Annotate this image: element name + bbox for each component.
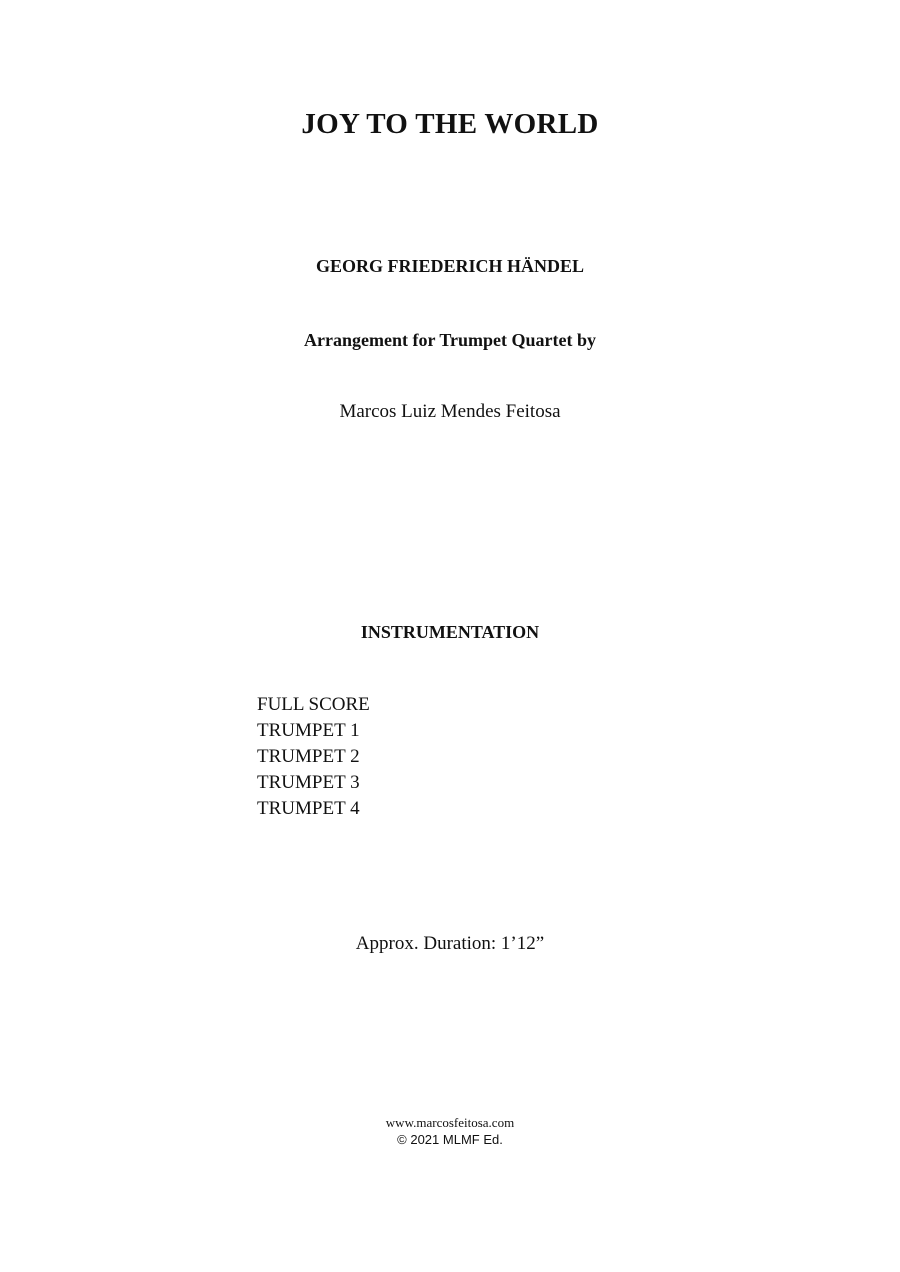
composer-name: GEORG FRIEDERICH HÄNDEL <box>315 256 585 276</box>
instrumentation-item: TRUMPET 2 <box>257 746 360 767</box>
footer-website: www.marcosfeitosa.com <box>385 1115 515 1130</box>
instrumentation-item: TRUMPET 1 <box>257 720 360 741</box>
instrumentation-heading: INSTRUMENTATION <box>360 622 540 642</box>
instrumentation-item: TRUMPET 4 <box>257 798 360 819</box>
instrumentation-list <box>257 692 370 822</box>
instrumentation-item: FULL SCORE <box>257 694 370 715</box>
arranger-name: Marcos Luiz Mendes Feitosa <box>339 401 561 422</box>
approx-duration: Approx. Duration: 1’12” <box>355 933 545 954</box>
document-title: JOY TO THE WORLD <box>301 108 599 140</box>
arrangement-line: Arrangement for Trumpet Quartet by <box>304 330 596 350</box>
instrumentation-item: TRUMPET 3 <box>257 772 360 793</box>
footer-copyright: © 2021 MLMF Ed. <box>397 1132 503 1147</box>
